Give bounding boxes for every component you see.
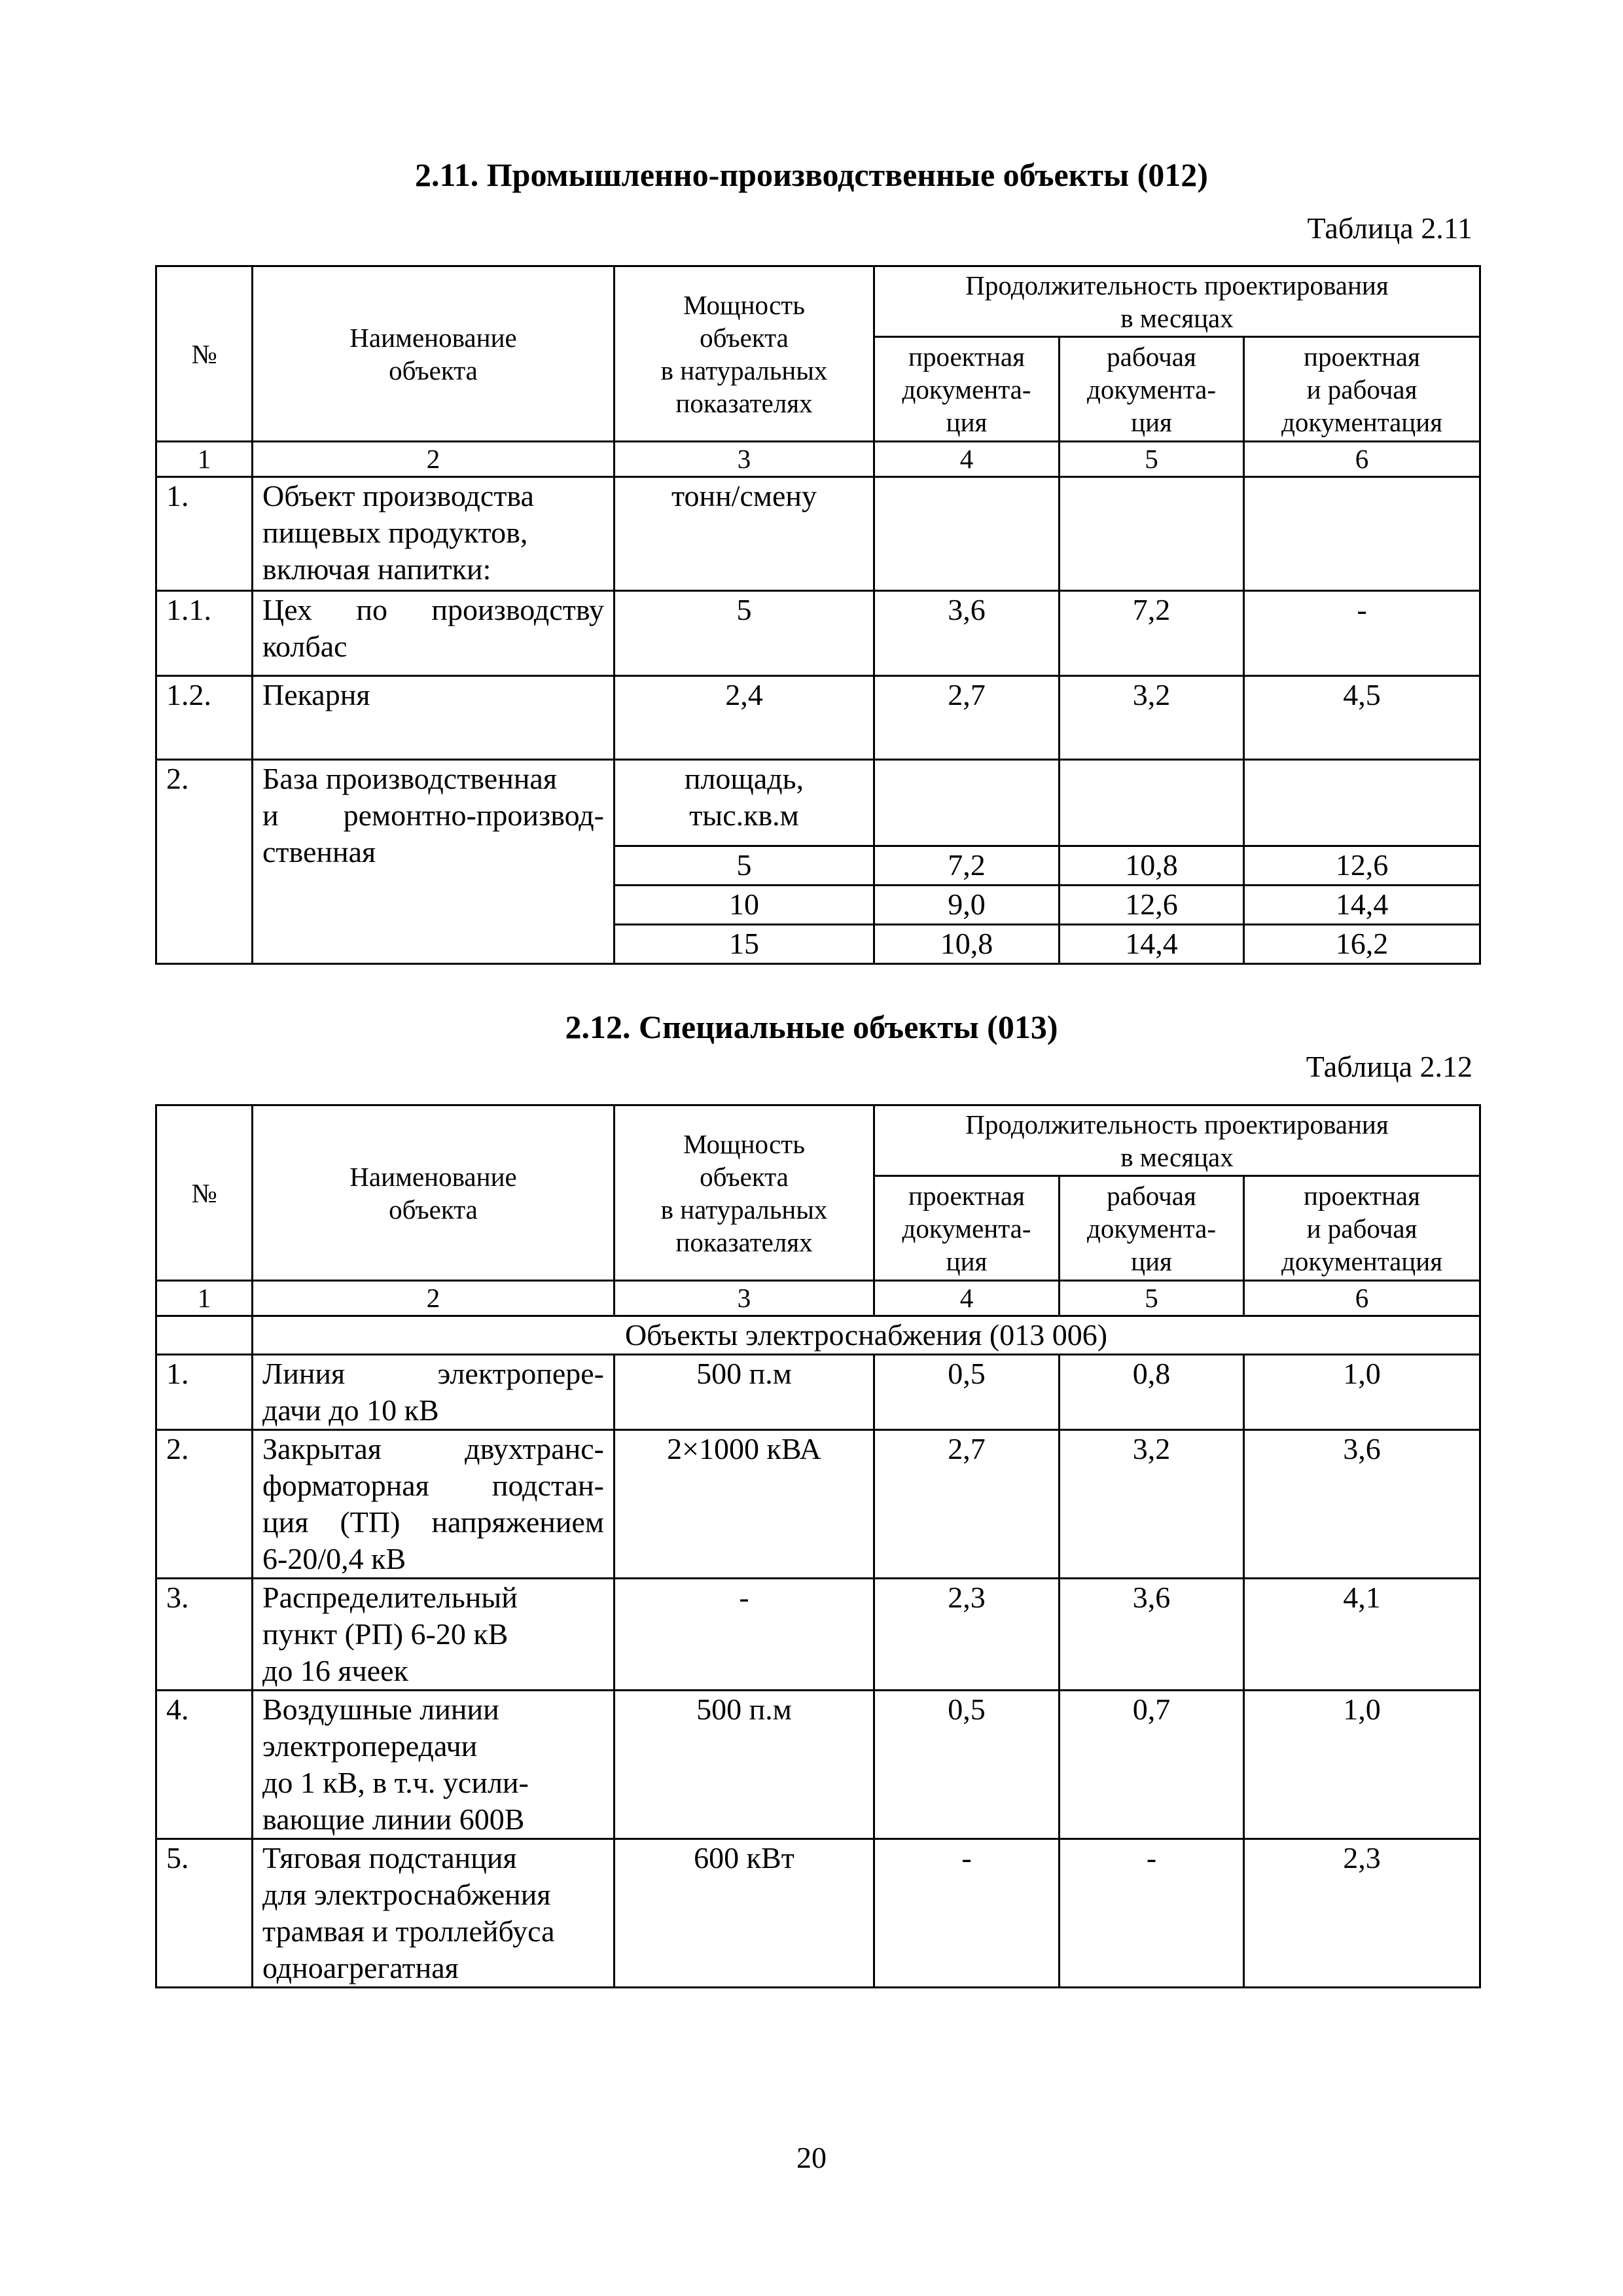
header-working-docs: рабочая документа- ция [1060,337,1244,442]
table-row: 1. Линия электропере- дачи до 10 кВ 500 п.м 0,5 0,8 1,0 [156,1355,1480,1430]
column-numbers-row: 1 2 3 4 5 6 [156,1281,1480,1316]
header-design-docs: проектная документа- ция [874,1176,1060,1281]
header-working-docs: рабочая документа- ция [1060,1176,1244,1281]
table-row: 10 9,0 12,6 14,4 [156,886,1480,925]
header-name: Наименование объекта [253,1105,615,1281]
header-duration: Продолжительность проектирования в месяцах [874,266,1480,337]
table-row: 15 10,8 14,4 16,2 [156,925,1480,964]
table-row: 1.1. Цех по производству колбас 5 3,6 7,2 - [156,591,1480,676]
table-label-2-12: Таблица 2.12 [1306,1050,1472,1083]
header-power: Мощность объекта в натуральных показателях [615,266,874,442]
header-power: Мощность объекта в натуральных показателях [615,1105,874,1281]
section-title-2-11: 2.11. Промышленно-производственные объекты (012) [415,156,1208,193]
table-row: 2. Закрытая двухтранс- форматорная подстан- ция (ТП) напряжением 6-20/0,4 кВ 2×1000 кВА 2,7 3,2 3,6 [156,1430,1480,1579]
header-no: № [156,1105,253,1281]
header-design-docs: проектная документа- ция [874,337,1060,442]
header-duration: Продолжительность проектирования в месяцах [874,1105,1480,1176]
table-row: 5 7,2 10,8 12,6 [156,846,1480,886]
table-row: 1. Объект производства пищевых продуктов, включая напитки: тонн/смену [156,477,1480,591]
table-2-12 [155,1104,1481,1988]
header-name: Наименование объекта [253,266,615,442]
table-row: 5. Тяговая подстанция для электроснабжения трамвая и троллейбуса одноагрегатная 600 кВт - - 2,3 [156,1839,1480,1988]
section-heading: Объекты электроснабжения (013 006) [253,1316,1480,1355]
table-row: 2. База производственная и ремонтно-производ- ственная площадь, тыс.кв.м [156,760,1480,846]
section-row [156,1316,1480,1355]
table-row: 4. Воздушные линии электропередачи до 1 кВ, в т.ч. усили- вающие линии 600В 500 п.м 0,5 0,7 1,0 [156,1691,1480,1839]
table-row: 3. Распределительный пункт (РП) 6-20 кВ до 16 ячеек - 2,3 3,6 4,1 [156,1579,1480,1691]
header-design-and-working-docs: проектная и рабочая документация [1244,1176,1480,1281]
header-no: № [156,266,253,442]
page-number: 20 [796,2141,827,2174]
table-row: 1.2. Пекарня 2,4 2,7 3,2 4,5 [156,676,1480,760]
header-design-and-working-docs: проектная и рабочая документация [1244,337,1480,442]
section-title-2-12: 2.12. Специальные объекты (013) [565,1009,1058,1045]
column-numbers-row: 1 2 3 4 5 6 [156,442,1480,477]
table-label-2-11: Таблица 2.11 [1307,211,1472,245]
table-2-11 [155,265,1481,965]
